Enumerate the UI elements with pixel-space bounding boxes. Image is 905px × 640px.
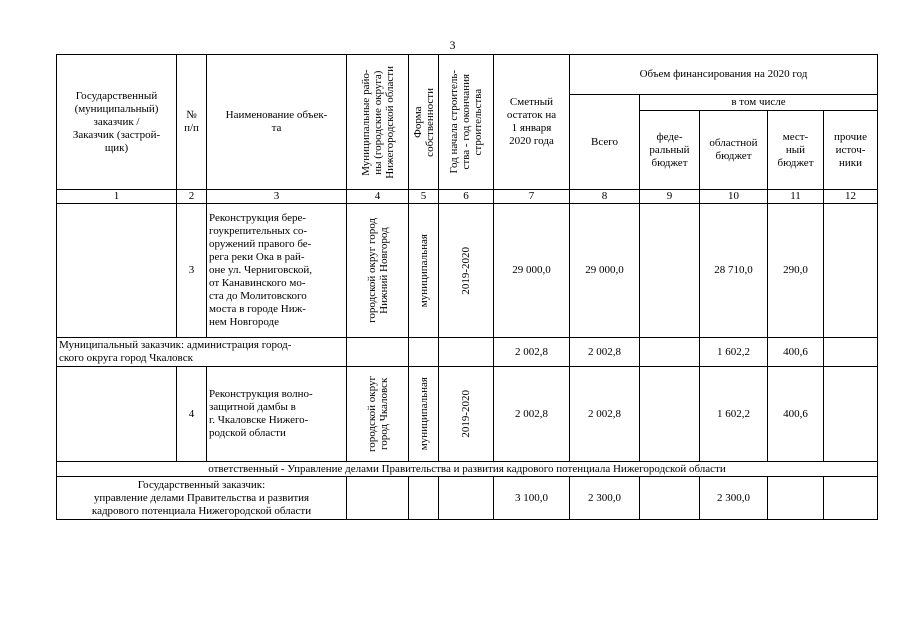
cell-total: 2 300,0 bbox=[570, 477, 640, 520]
customer-subtotal-row bbox=[57, 338, 878, 367]
cell-object-name: Реконструкция бере- гоукрепительных со- оружений правого бе- рега реки Ока в рай- оне ул. Черниговской, от Канавинского мо- ста до Молитовского моста в городе Ниж- нем Новгороде bbox=[207, 204, 347, 338]
responsible-row bbox=[57, 462, 878, 477]
cell-other bbox=[824, 477, 878, 520]
cell-other bbox=[824, 338, 878, 367]
cell-total: 2 002,8 bbox=[570, 338, 640, 367]
cell-years bbox=[439, 204, 494, 338]
header-ownership-text: Форма собственности bbox=[411, 87, 436, 157]
header-other: прочие источ- ники bbox=[824, 111, 878, 190]
col-index: 4 bbox=[347, 190, 409, 204]
cell-estimate: 3 100,0 bbox=[494, 477, 570, 520]
cell-regional: 1 602,2 bbox=[700, 367, 768, 462]
cell-regional: 1 602,2 bbox=[700, 338, 768, 367]
header-local: мест- ный бюджет bbox=[768, 111, 824, 190]
cell-district bbox=[347, 367, 409, 462]
header-district-text: Муниципальные райо- ны (городские округа) Нижегородской области bbox=[359, 65, 396, 179]
cell-federal bbox=[640, 338, 700, 367]
cell-customer-empty bbox=[57, 367, 177, 462]
cell-empty bbox=[347, 477, 409, 520]
col-index: 5 bbox=[409, 190, 439, 204]
col-index: 1 bbox=[57, 190, 177, 204]
col-index: 12 bbox=[824, 190, 878, 204]
header-including: в том числе bbox=[640, 95, 878, 111]
cell-total: 29 000,0 bbox=[570, 204, 640, 338]
col-index: 6 bbox=[439, 190, 494, 204]
header-years bbox=[439, 55, 494, 190]
cell-local: 400,6 bbox=[768, 367, 824, 462]
customer-subtotal-row bbox=[57, 477, 878, 520]
cell-regional: 28 710,0 bbox=[700, 204, 768, 338]
cell-ownership bbox=[409, 367, 439, 462]
cell-local: 400,6 bbox=[768, 338, 824, 367]
cell-federal bbox=[640, 367, 700, 462]
cell-other bbox=[824, 367, 878, 462]
col-index: 9 bbox=[640, 190, 700, 204]
header-number: № п/п bbox=[177, 55, 207, 190]
cell-number: 4 bbox=[177, 367, 207, 462]
table-row bbox=[57, 204, 878, 338]
table-row bbox=[57, 367, 878, 462]
cell-local: 290,0 bbox=[768, 204, 824, 338]
cell-total: 2 002,8 bbox=[570, 367, 640, 462]
cell-estimate: 29 000,0 bbox=[494, 204, 570, 338]
cell-customer-empty bbox=[57, 204, 177, 338]
cell-regional: 2 300,0 bbox=[700, 477, 768, 520]
header-row bbox=[57, 55, 878, 95]
cell-ownership-text: муниципальная bbox=[417, 233, 430, 308]
cell-ownership-text: муниципальная bbox=[417, 377, 430, 451]
funding-table bbox=[56, 54, 878, 520]
cell-district bbox=[347, 204, 409, 338]
cell-empty bbox=[439, 338, 494, 367]
header-district bbox=[347, 55, 409, 190]
cell-customer-label: Муниципальный заказчик: администрация город- ского округа город Чкаловск bbox=[57, 338, 347, 367]
cell-number: 3 bbox=[177, 204, 207, 338]
cell-federal bbox=[640, 204, 700, 338]
header-federal: феде- ральный бюджет bbox=[640, 111, 700, 190]
cell-empty bbox=[347, 338, 409, 367]
cell-customer-label: Государственный заказчик: управление делами Правительства и развития кадрового потенциала Нижегородской области bbox=[57, 477, 347, 520]
col-index: 3 bbox=[207, 190, 347, 204]
cell-empty bbox=[409, 477, 439, 520]
cell-years-text: 2019-2020 bbox=[460, 390, 472, 438]
cell-local bbox=[768, 477, 824, 520]
cell-federal bbox=[640, 477, 700, 520]
cell-years bbox=[439, 367, 494, 462]
col-index: 7 bbox=[494, 190, 570, 204]
col-index: 10 bbox=[700, 190, 768, 204]
cell-estimate: 2 002,8 bbox=[494, 367, 570, 462]
header-total: Всего bbox=[570, 95, 640, 190]
col-index: 8 bbox=[570, 190, 640, 204]
cell-ownership bbox=[409, 204, 439, 338]
cell-empty bbox=[409, 338, 439, 367]
header-years-text: Год начала строитель- ства - год окончания строительства bbox=[448, 70, 484, 174]
header-funding: Объем финансирования на 2020 год bbox=[570, 55, 878, 95]
header-regional: областной бюджет bbox=[700, 111, 768, 190]
col-index: 2 bbox=[177, 190, 207, 204]
cell-empty bbox=[439, 477, 494, 520]
cell-estimate: 2 002,8 bbox=[494, 338, 570, 367]
header-estimate: Сметный остаток на 1 января 2020 года bbox=[494, 55, 570, 190]
cell-responsible: ответственный - Управление делами Правительства и развития кадрового потенциала Нижегородской области bbox=[57, 462, 878, 477]
header-customer: Государственный (муниципальный) заказчик / Заказчик (застрой- щик) bbox=[57, 55, 177, 190]
cell-object-name: Реконструкция волно- защитной дамбы в г. Чкаловске Нижего- родской области bbox=[207, 367, 347, 462]
column-index-row bbox=[57, 190, 878, 204]
header-ownership bbox=[409, 55, 439, 190]
cell-years-text: 2019-2020 bbox=[460, 246, 472, 295]
cell-other bbox=[824, 204, 878, 338]
col-index: 11 bbox=[768, 190, 824, 204]
cell-district-text: городской округ город Нижний Новгород bbox=[365, 218, 390, 323]
header-object-name: Наименование объек- та bbox=[207, 55, 347, 190]
page-number: 3 bbox=[449, 38, 456, 52]
cell-district-text: городской округ город Чкаловск bbox=[365, 375, 390, 453]
